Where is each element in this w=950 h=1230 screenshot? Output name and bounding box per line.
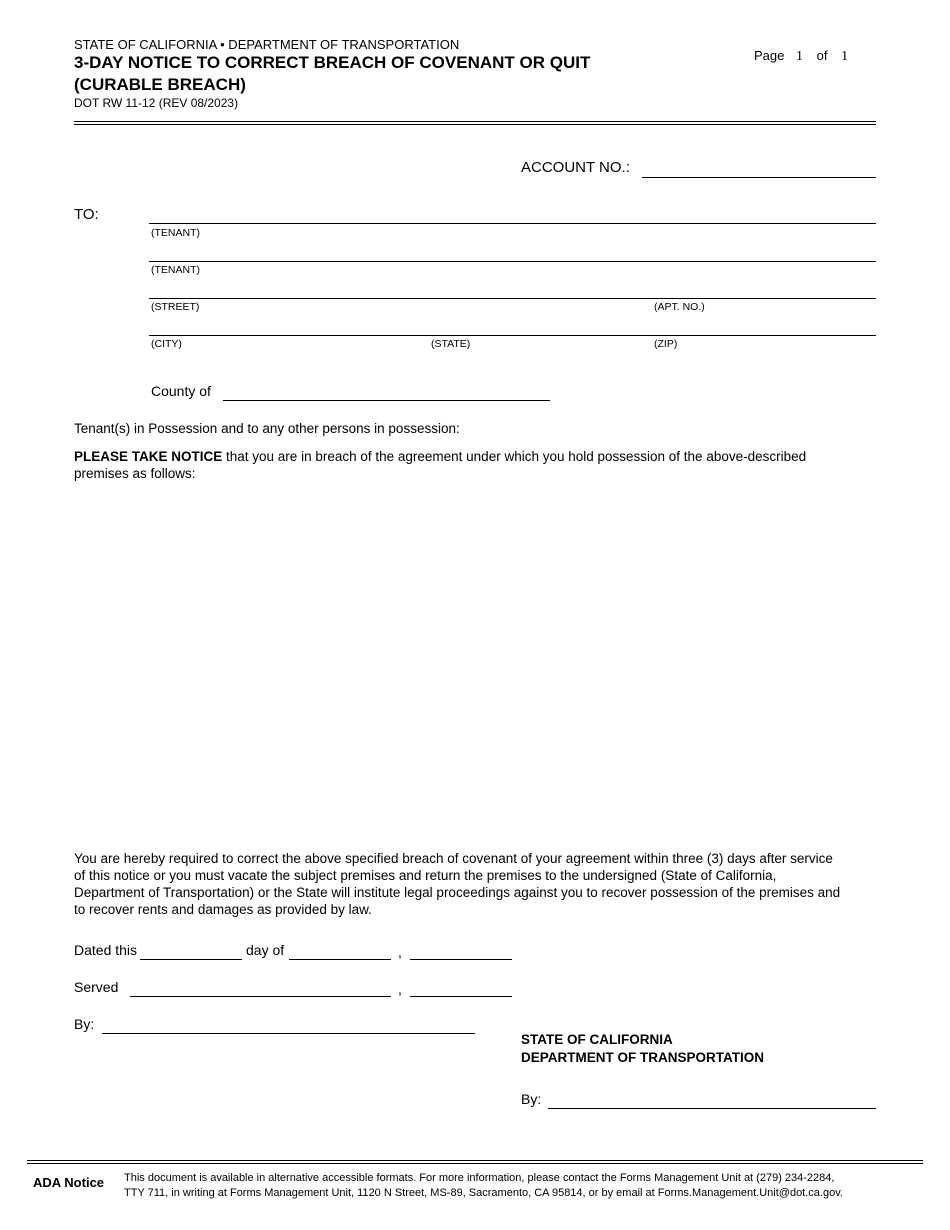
street-label: (STREET) — [151, 301, 200, 313]
state-by-label: By: — [521, 1091, 542, 1107]
requirement-line3: Department of Transportation) or the State will institute legal proceedings against you to recover possession of the premises and — [74, 885, 841, 900]
notice-paragraph — [74, 448, 876, 482]
dated-label: Dated this — [74, 942, 138, 958]
page-label: Page — [754, 48, 785, 63]
dated-day-input[interactable] — [140, 942, 242, 960]
tenant2-label: (TENANT) — [151, 264, 200, 276]
served-comma: , — [398, 981, 402, 997]
page-total[interactable]: 1 — [841, 49, 849, 64]
to-label: TO: — [74, 206, 99, 223]
tenant2-input[interactable] — [149, 244, 876, 262]
county-label: County of — [151, 383, 211, 399]
by-signature-input[interactable] — [102, 1016, 475, 1034]
ada-label: ADA Notice — [33, 1175, 105, 1190]
state-by-signature-input[interactable] — [548, 1091, 876, 1109]
form-title-line2: (CURABLE BREACH) — [74, 75, 246, 94]
ada-text — [124, 1171, 843, 1201]
header-divider — [74, 121, 876, 125]
zip-input[interactable] — [653, 318, 876, 336]
requirement-paragraph — [74, 850, 894, 918]
breach-description-area[interactable] — [74, 488, 880, 842]
dated-comma: , — [398, 944, 402, 960]
ada-line2: TTY 711, in writing at Forms Management Unit, 1120 N Street, MS-89, Sacramento, CA 95814, or by email at Forms.Management.Unit@dot.ca.gov. — [124, 1187, 843, 1199]
apt-no-input[interactable] — [653, 281, 876, 299]
form-number: DOT RW 11-12 (REV 08/2023) — [74, 96, 239, 110]
form-title-line1: 3-DAY NOTICE TO CORRECT BREACH OF COVENANT OR QUIT — [74, 53, 591, 72]
county-input[interactable] — [223, 383, 550, 401]
footer-divider — [27, 1160, 923, 1164]
of-label: of — [816, 48, 828, 63]
served-label: Served — [74, 979, 119, 995]
requirement-line2: of this notice or you must vacate the subject premises and return the premises to the undersigned (State of California, — [74, 868, 777, 883]
dated-year-input[interactable] — [410, 942, 512, 960]
state-signature-block — [521, 1031, 764, 1067]
account-label: ACCOUNT NO.: — [521, 159, 630, 176]
served-input[interactable] — [130, 979, 391, 997]
day-of-label: day of — [246, 942, 285, 958]
requirement-line4: to recover rents and damages as provided by law. — [74, 902, 372, 917]
state-line2: DEPARTMENT OF TRANSPORTATION — [521, 1050, 764, 1065]
served-year-input[interactable] — [410, 979, 512, 997]
page-indicator — [754, 48, 848, 65]
by-label: By: — [74, 1016, 95, 1032]
notice-line1: that you are in breach of the agreement under which you hold possession of the above-described — [222, 449, 807, 464]
page-current[interactable]: 1 — [796, 49, 803, 64]
agency-line: STATE OF CALIFORNIA • DEPARTMENT OF TRANSPORTATION — [74, 37, 460, 52]
street-input[interactable] — [149, 281, 653, 299]
state-input[interactable] — [429, 318, 653, 336]
tenant1-label: (TENANT) — [151, 227, 200, 239]
notice-line2: premises as follows: — [74, 466, 196, 481]
city-label: (CITY) — [151, 338, 182, 350]
zip-label: (ZIP) — [654, 338, 678, 350]
dated-month-input[interactable] — [289, 942, 391, 960]
city-input[interactable] — [149, 318, 429, 336]
state-line1: STATE OF CALIFORNIA — [521, 1032, 673, 1047]
requirement-line1: You are hereby required to correct the above specified breach of covenant of your agreement within three (3) days after service — [74, 851, 833, 866]
account-number-input[interactable] — [642, 160, 876, 178]
ada-line1: This document is available in alternative accessible formats. For more information, please contact the Forms Management Unit at (279) 234-2284, — [124, 1172, 835, 1184]
addressee-line: Tenant(s) in Possession and to any other persons in possession: — [74, 421, 460, 436]
notice-bold-lead: PLEASE TAKE NOTICE — [74, 449, 223, 464]
state-label: (STATE) — [431, 338, 471, 350]
tenant1-input[interactable] — [149, 206, 876, 224]
apt-label: (APT. NO.) — [654, 301, 705, 313]
